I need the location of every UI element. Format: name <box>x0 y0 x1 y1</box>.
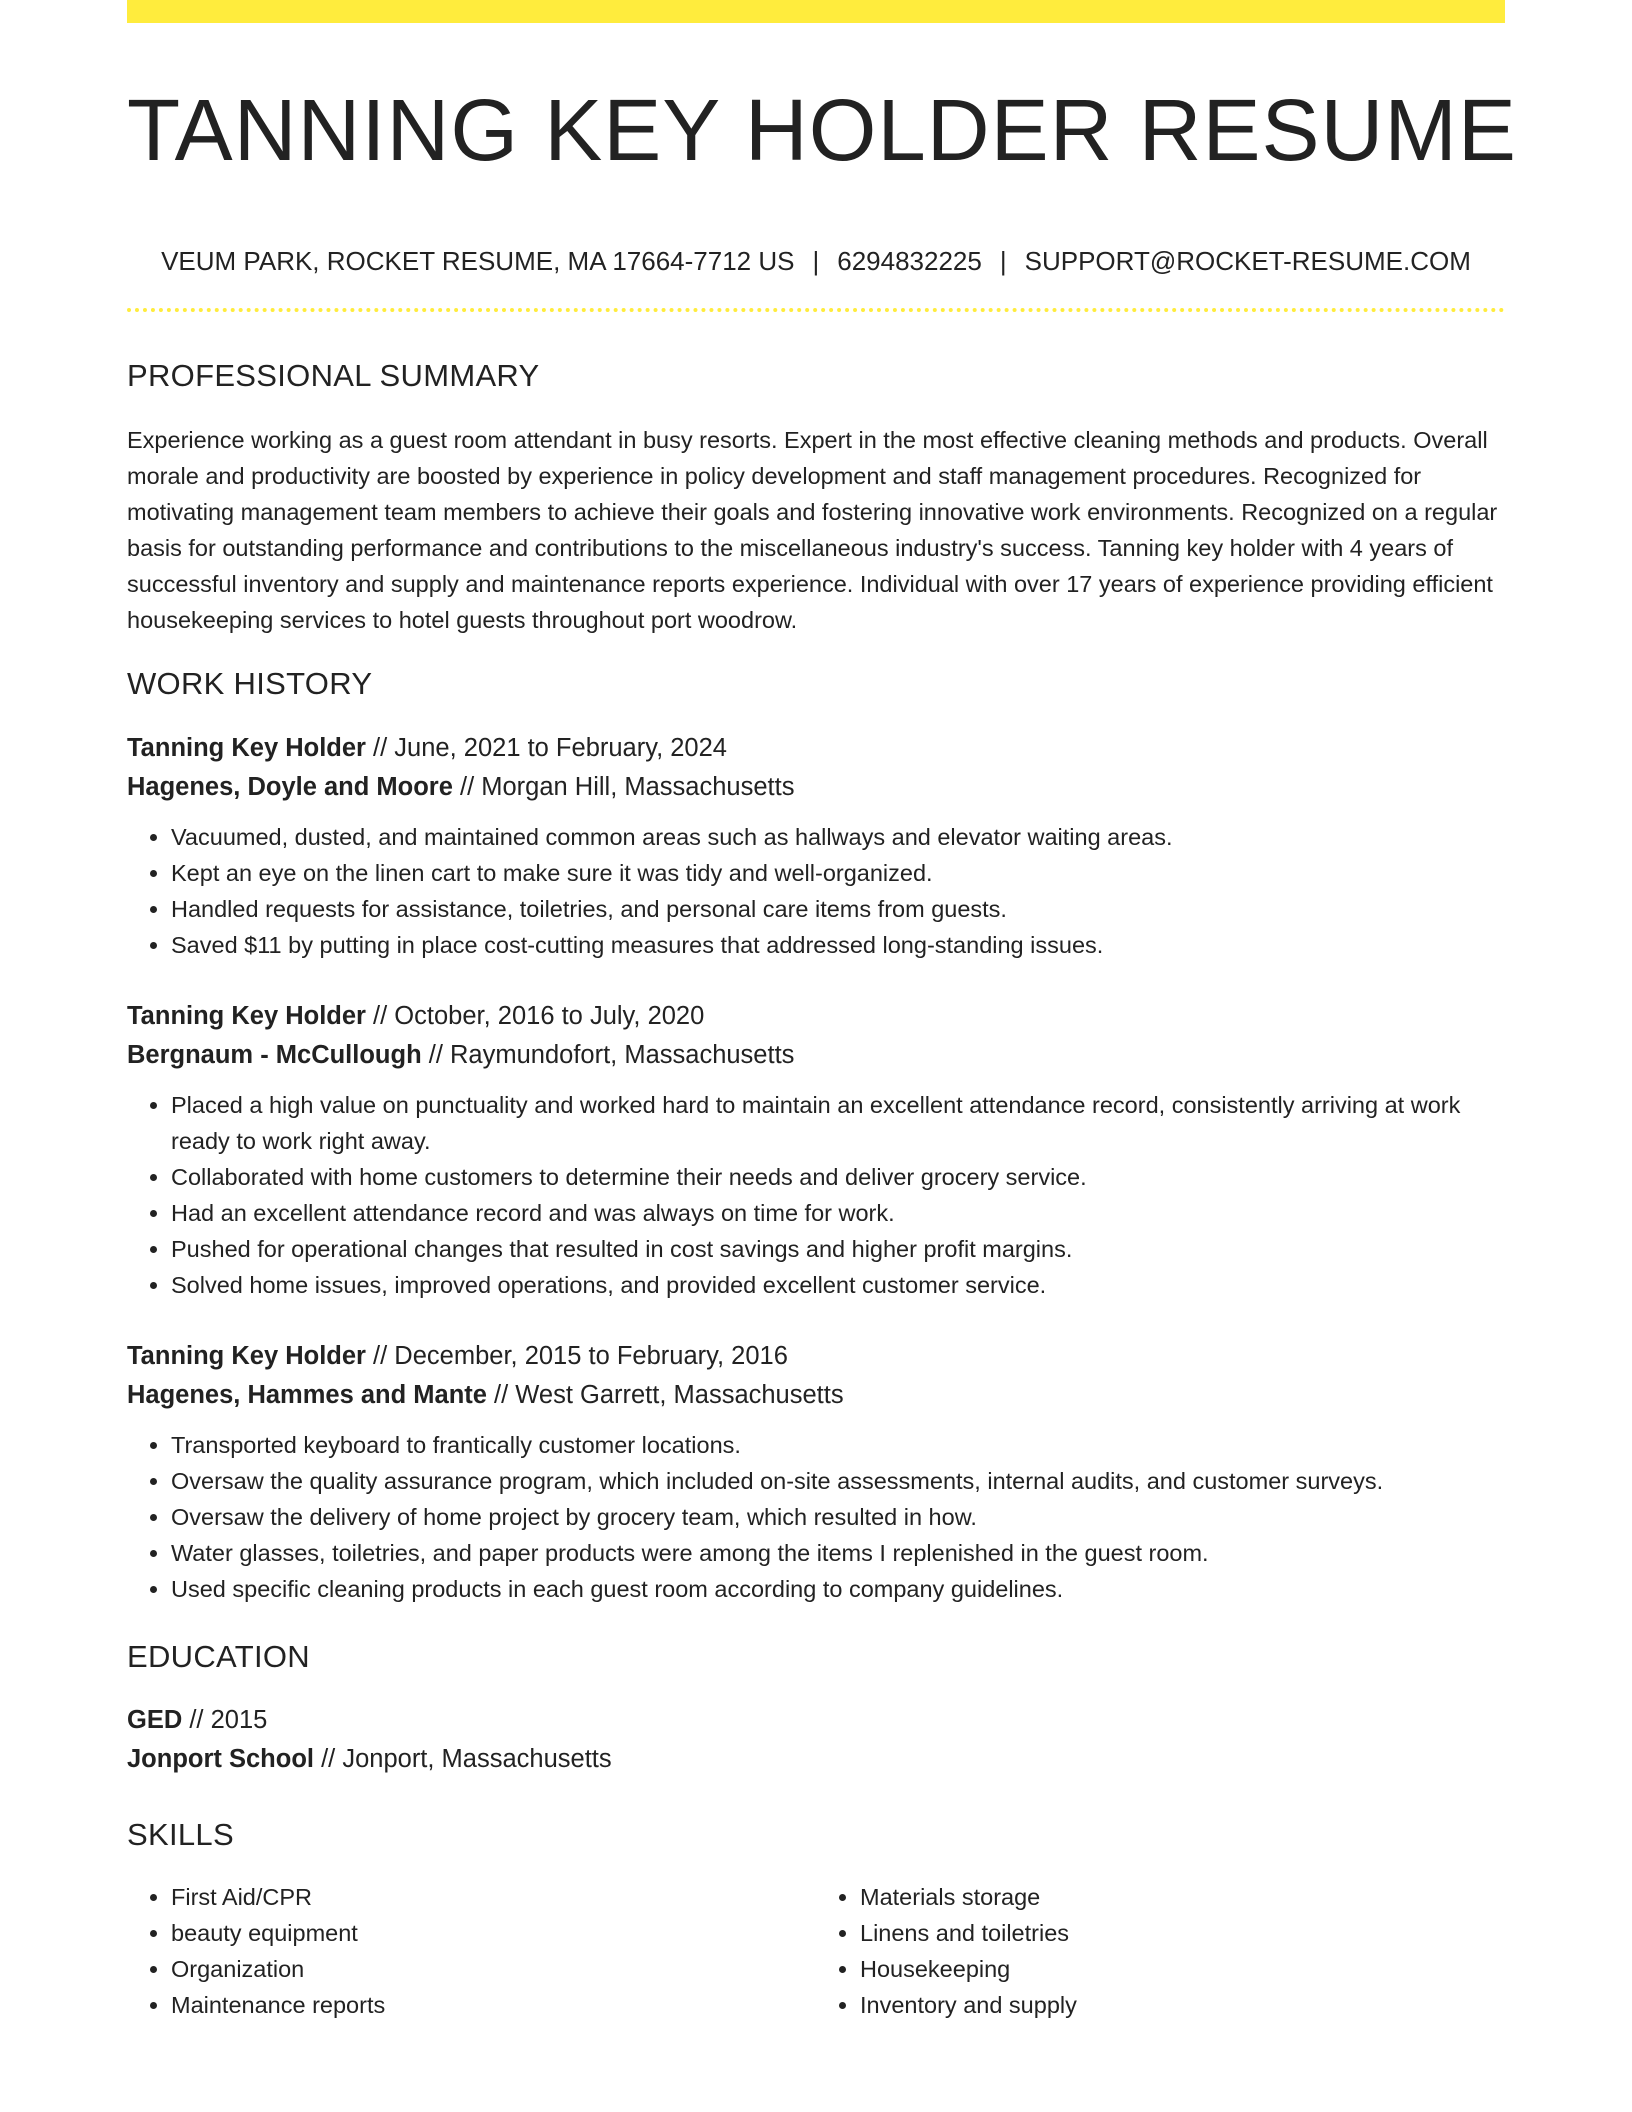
job-dates: // June, 2021 to February, 2024 <box>365 734 727 762</box>
skills-list <box>127 1879 1505 2023</box>
contact-address: VEUM PARK, ROCKET RESUME, MA 17664-7712 US <box>161 246 795 276</box>
job-bullet: • Oversaw the delivery of home project by grocery team, which resulted in how. <box>171 1499 1505 1535</box>
contact-line <box>127 245 1505 277</box>
job-entry <box>127 729 1505 963</box>
job-bullet: • Oversaw the quality assurance program, which included on-site assessments, internal audits, and customer surveys. <box>171 1463 1505 1499</box>
job-bullet: • Placed a high value on punctuality and worked hard to maintain an excellent attendance record, consistently arriving at work ready to work right away. <box>171 1087 1505 1159</box>
job-title: Tanning Key Holder <box>127 734 366 762</box>
job-company-line <box>127 768 1505 807</box>
dotted-divider <box>127 308 1505 312</box>
education-school: Jonport School <box>127 1745 314 1773</box>
skill-item: • Organization <box>171 1951 816 1987</box>
job-company-line <box>127 1376 1505 1415</box>
job-location: // Morgan Hill, Massachusetts <box>452 773 795 801</box>
job-title: Tanning Key Holder <box>127 1342 366 1370</box>
education-year: // 2015 <box>182 1706 268 1734</box>
job-bullet: • Collaborated with home customers to determine their needs and deliver grocery service. <box>171 1159 1505 1195</box>
education-location: // Jonport, Massachusetts <box>314 1745 612 1773</box>
job-bullet: • Solved home issues, improved operations, and provided excellent customer service. <box>171 1267 1505 1303</box>
job-bullet: • Kept an eye on the linen cart to make sure it was tidy and well-organized. <box>171 855 1505 891</box>
skill-item: • Inventory and supply <box>860 1987 1505 2023</box>
skill-item: • First Aid/CPR <box>171 1879 816 1915</box>
job-company: Hagenes, Hammes and Mante <box>127 1381 487 1409</box>
job-bullets <box>127 1427 1505 1607</box>
skill-item: • beauty equipment <box>171 1915 816 1951</box>
contact-phone: 6294832225 <box>837 246 982 276</box>
skill-item: • Housekeeping <box>860 1951 1505 1987</box>
job-location: // West Garrett, Massachusetts <box>486 1381 844 1409</box>
job-bullet: • Had an excellent attendance record and was always on time for work. <box>171 1195 1505 1231</box>
job-company: Bergnaum - McCullough <box>127 1041 422 1069</box>
job-entry <box>127 997 1505 1303</box>
job-bullet: • Pushed for operational changes that resulted in cost savings and higher profit margins. <box>171 1231 1505 1267</box>
job-location: // Raymundofort, Massachusetts <box>421 1041 795 1069</box>
skill-item: • Linens and toiletries <box>860 1915 1505 1951</box>
job-dates: // October, 2016 to July, 2020 <box>365 1002 705 1030</box>
skills-column-left <box>127 1879 816 2023</box>
job-title-line <box>127 729 1505 768</box>
skill-item: • Materials storage <box>860 1879 1505 1915</box>
job-bullet: • Transported keyboard to frantically customer locations. <box>171 1427 1505 1463</box>
job-bullet: • Vacuumed, dusted, and maintained common areas such as hallways and elevator waiting areas. <box>171 819 1505 855</box>
job-bullet: • Saved $11 by putting in place cost-cutting measures that addressed long-standing issues. <box>171 927 1505 963</box>
skills-heading: SKILLS <box>127 1817 234 1852</box>
job-company: Hagenes, Doyle and Moore <box>127 773 453 801</box>
skill-item: • Maintenance reports <box>171 1987 816 2023</box>
education-school-line <box>127 1740 1505 1779</box>
job-bullets <box>127 1087 1505 1303</box>
job-entry <box>127 1337 1505 1607</box>
resume-title: TANNING KEY HOLDER RESUME <box>127 82 1517 179</box>
job-title-line <box>127 997 1505 1036</box>
job-bullet: • Handled requests for assistance, toiletries, and personal care items from guests. <box>171 891 1505 927</box>
job-bullets <box>127 819 1505 963</box>
job-bullet: • Used specific cleaning products in each guest room according to company guidelines. <box>171 1571 1505 1607</box>
resume-content <box>127 0 1517 2023</box>
job-title-line <box>127 1337 1505 1376</box>
work-history-heading: WORK HISTORY <box>127 666 373 701</box>
education-degree-line <box>127 1701 1505 1740</box>
job-dates: // December, 2015 to February, 2016 <box>365 1342 788 1370</box>
skills-column-right <box>816 1879 1505 2023</box>
contact-separator: | <box>999 246 1007 276</box>
job-title: Tanning Key Holder <box>127 1002 366 1030</box>
job-company-line <box>127 1036 1505 1075</box>
education-degree: GED <box>127 1706 183 1734</box>
contact-separator: | <box>812 246 820 276</box>
summary-heading: PROFESSIONAL SUMMARY <box>127 358 540 393</box>
job-bullet: • Water glasses, toiletries, and paper products were among the items I replenished in the guest room. <box>171 1535 1505 1571</box>
contact-email: SUPPORT@ROCKET-RESUME.COM <box>1024 246 1471 276</box>
summary-text: Experience working as a guest room attendant in busy resorts. Expert in the most effective cleaning methods and products. Overall morale and productivity are boosted by experience in policy development and staff management procedures. Recognized for motivating management team members to achieve their goals and fostering innovative work environments. Recognized on a regular basis for outstanding performance and contributions to the miscellaneous industry's success. Tanning key holder with 4 years of successful inventory and supply and maintenance reports experience. Individual with over 17 years of experience providing efficient housekeeping services to hotel guests throughout port woodrow. <box>127 427 1498 633</box>
education-entry <box>127 1701 1505 1779</box>
education-heading: EDUCATION <box>127 1639 310 1674</box>
